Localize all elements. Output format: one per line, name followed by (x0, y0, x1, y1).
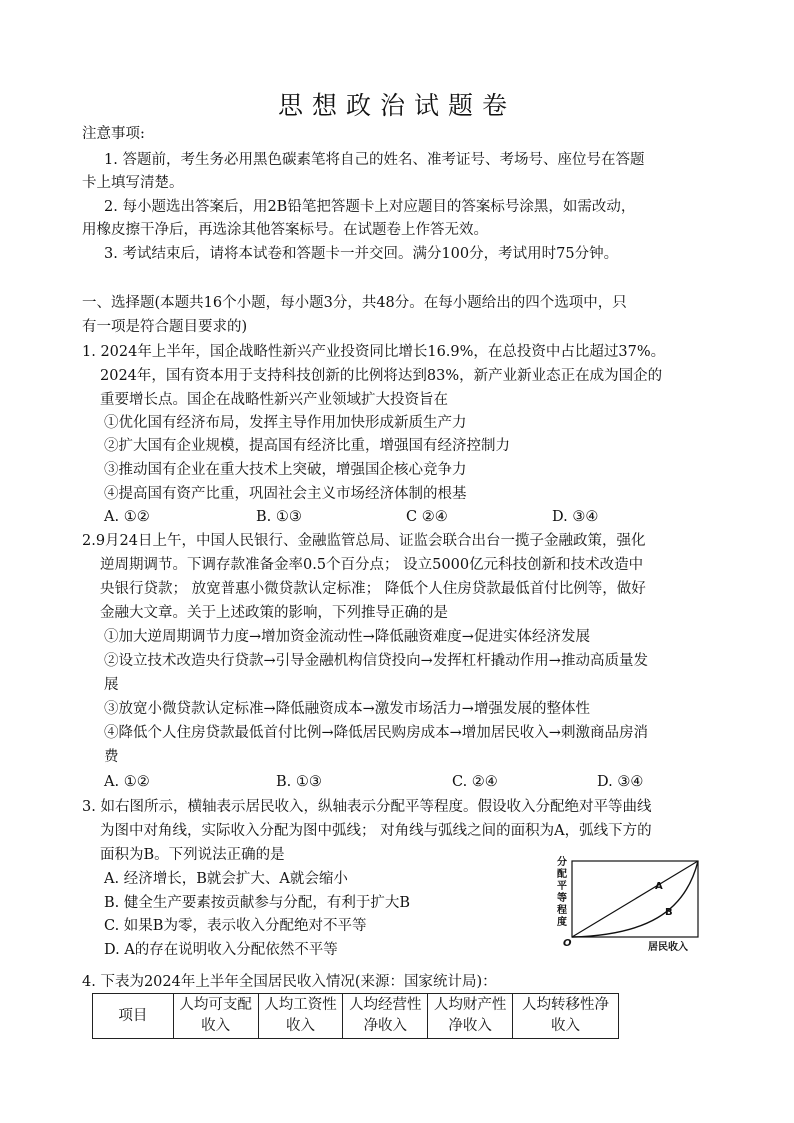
table-header-cell (173, 994, 258, 1039)
option-c: C. ②④ (452, 774, 498, 790)
notice-heading: 注意事项: (82, 126, 145, 142)
question-statement: ③放宽小微贷款认定标准→降低融资成本→激发市场活力→增强发展的整体性 (104, 701, 590, 717)
question-option: C. 如果B为零，表示收入分配绝对不平等 (104, 918, 367, 934)
question-text: 央银行贷款； 放宽普惠小微贷款认定标准； 降低个人住房贷款最低首付比例等，做好 (100, 581, 646, 597)
header-text: 人均财产性 (433, 997, 507, 1013)
option-a: A. ①② (104, 509, 150, 525)
question-text: 1. 2024年上半年，国企战略性新兴产业投资同比增长16.9%，在总投资中占比超过37%。 (82, 344, 666, 360)
ylabel-char: 程 (557, 905, 567, 916)
question-option: B. 健全生产要素按贡献参与分配，有利于扩大B (104, 895, 411, 911)
question-text: 逆周期调节。下调存款准备金率0.5个百分点； 设立5000亿元科技创新和技术改造中 (100, 557, 644, 573)
question-text: 重要增长点。国企在战略性新兴产业领域扩大投资旨在 (100, 392, 448, 408)
section-heading: 一、选择题(本题共16个小题，每小题3分，共48分。在每小题给出的四个选项中，只 (82, 295, 627, 311)
income-table (92, 993, 619, 1039)
option-b: B. ①③ (256, 509, 302, 525)
header-text: 收入 (285, 1018, 315, 1034)
ylabel-char: 度 (557, 917, 567, 928)
table-header-cell (513, 994, 619, 1039)
header-text: 人均可支配 (179, 997, 252, 1013)
area-b-label: B (665, 907, 673, 918)
answer-options (0, 772, 794, 792)
option-a: A. ①② (104, 774, 150, 790)
question-text: 金融大文章。关于上述政策的影响，下列推导正确的是 (100, 605, 448, 621)
question-text: 3. 如右图所示，横轴表示居民收入，纵轴表示分配平等程度。假设收入分配绝对平等曲线 (82, 799, 652, 815)
option-d: D. ③④ (597, 774, 644, 790)
ylabel-char: 平 (557, 881, 567, 892)
page-title: 思想政治试题卷 (277, 91, 516, 120)
notice-line: 2. 每小题选出答案后，用2B铅笔把答题卡上对应题目的答案标号涂黑，如需改动， (104, 199, 636, 215)
table-header-cell (93, 994, 174, 1039)
header-text: 项目 (118, 1007, 148, 1024)
ylabel-char: 配 (557, 869, 567, 880)
header-text: 人均转移性净 (522, 997, 610, 1013)
header-text: 净收入 (448, 1018, 492, 1034)
notice-line: 卡上填写清楚。 (82, 175, 184, 191)
area-a-label: A (655, 881, 663, 892)
notice-line: 3. 考试结束后，请将本试卷和答题卡一并交回。满分100分，考试用时75分钟。 (104, 246, 619, 262)
question-text: 2024年，国有资本用于支持科技创新的比例将达到83%，新产业新业态正在成为国企的 (100, 368, 663, 384)
question-statement: ①加大逆周期调节力度→增加资金流动性→降低融资难度→促进实体经济发展 (104, 629, 590, 645)
question-statement: ①优化国有经济布局，发挥主导作用加快形成新质生产力 (104, 415, 467, 431)
question-text: 4. 下表为2024年上半年全国居民收入情况(来源：国家统计局)： (82, 974, 497, 990)
question-statement: ④降低个人住房贷款最低首付比例→降低居民购房成本→增加居民收入→刺激商品房消 (104, 725, 648, 741)
header-text: 收入 (551, 1018, 581, 1034)
question-statement: 费 (104, 749, 119, 765)
origin-label: O (563, 938, 572, 949)
section-heading: 有一项是符合题目要求的) (82, 319, 248, 335)
question-statement: ④提高国有资产比重，巩固社会主义市场经济体制的根基 (104, 486, 467, 502)
question-text: 为图中对角线，实际收入分配为图中弧线； 对角线与弧线之间的面积为A，弧线下方的 (100, 823, 652, 839)
table-header-cell (258, 994, 343, 1039)
notice-line: 1. 答题前，考生务必用黑色碳素笔将自己的姓名、准考证号、考场号、座位号在答题 (104, 152, 645, 168)
header-text: 收入 (201, 1018, 231, 1034)
notice-line: 用橡皮擦干净后，再选涂其他答案标号。在试题卷上作答无效。 (82, 222, 488, 238)
question-statement: ③推动国有企业在重大技术上突破，增强国企核心竞争力 (104, 462, 467, 478)
header-text: 人均工资性 (264, 997, 337, 1013)
header-text: 净收入 (363, 1018, 408, 1034)
table-header-row (93, 994, 619, 1039)
answer-options (0, 507, 794, 527)
option-c: C ②④ (406, 509, 448, 525)
ylabel-char: 分 (557, 857, 567, 868)
question-text: 2.9月24日上午，中国人民银行、金融监管总局、证监会联合出台一揽子金融政策，强化 (82, 533, 646, 549)
table-header-cell (343, 994, 428, 1039)
question-text: 面积为B。下列说法正确的是 (100, 847, 285, 863)
xlabel: 居民收入 (648, 942, 688, 953)
option-b: B. ①③ (276, 774, 322, 790)
question-option: D. A的存在说明收入分配依然不平等 (104, 942, 338, 958)
distribution-graph (555, 853, 705, 955)
option-d: D. ③④ (552, 509, 599, 525)
header-text: 人均经营性 (349, 997, 422, 1013)
question-statement: 展 (104, 677, 119, 693)
question-statement: ②扩大国有企业规模，提高国有经济比重，增强国有经济控制力 (104, 438, 510, 454)
ylabel-char: 等 (557, 893, 567, 904)
table-header-cell (428, 994, 513, 1039)
question-option: A. 经济增长，B就会扩大、A就会缩小 (104, 871, 348, 887)
question-statement: ②设立技术改造央行贷款→引导金融机构信贷投向→发挥杠杆撬动作用→推动高质量发 (104, 653, 648, 669)
